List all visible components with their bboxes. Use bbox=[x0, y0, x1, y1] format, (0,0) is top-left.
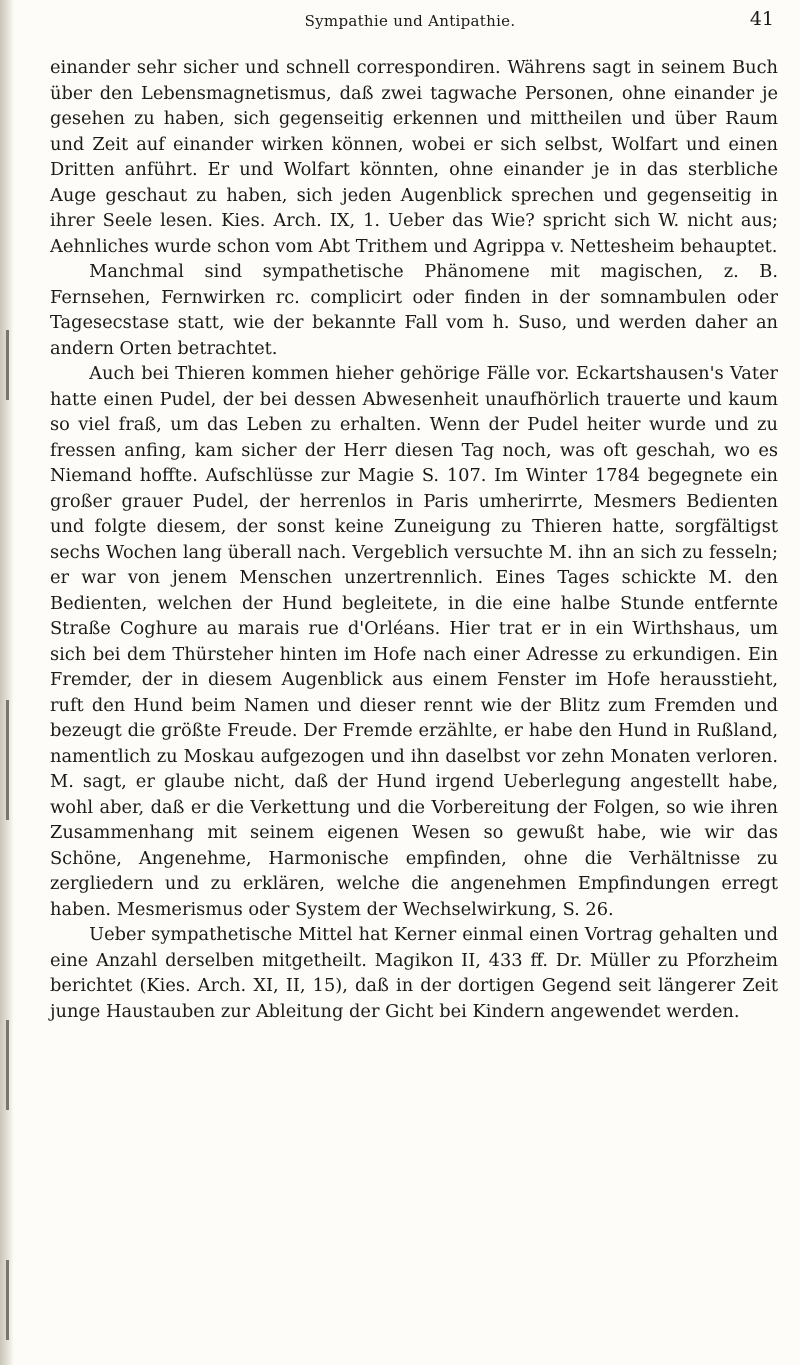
page-number: 41 bbox=[749, 8, 774, 30]
binding-shadow-mark bbox=[6, 330, 9, 400]
page-binding-edge bbox=[0, 0, 14, 1365]
binding-shadow-mark bbox=[6, 1020, 9, 1110]
page-header bbox=[40, 4, 780, 44]
running-head: Sympathie und Antipathie. bbox=[304, 12, 516, 30]
paragraph: Ueber sympathetische Mittel hat Kerner einmal einen Vortrag gehalten und eine Anzahl derselben mitgetheilt. Magikon II, 433 ff. Dr. Müller zu Pforzheim berichtet (Kies. Arch. XI, II, 15), daß in der dortigen Gegend seit längerer Zeit junge Haustauben zur Ableitung der Gicht bei Kindern angewendet werden. bbox=[50, 924, 778, 1022]
binding-shadow-mark bbox=[6, 1260, 9, 1340]
paragraph: Manchmal sind sympathetische Phänomene mit magischen, z. B. Fernsehen, Fernwirken rc. complicirt oder finden in der somnambulen oder Tagesecstase statt, wie der bekannte Fall vom h. Suso, und werden daher an andern Orten betrachtet. bbox=[50, 261, 778, 359]
paragraph: Auch bei Thieren kommen hieher gehörige Fälle vor. Eckartshausen's Vater hatte einen Pudel, der bei dessen Abwesenheit unaufhörlich trauerte und kaum so viel fraß, um das Leben zu erhalten. Wenn der Pudel heiter wurde und zu fressen anfing, kam sicher der Herr diesen Tag noch, was oft geschah, wo es Niemand hoffte. Aufschlüsse zur Magie S. 107. Im Winter 1784 begegnete ein großer grauer Pudel, der herrenlos in Paris umherirrte, Mesmers Bedienten und folgte diesem, der sonst keine Zuneigung zu Thieren hatte, sorgfältigst sechs Wochen lang überall nach. Vergeblich versuchte M. ihn an sich zu fesseln; er war von jenem Menschen unzertrennlich. Eines Tages schickte M. den Bedienten, welchen der Hund begleitete, in die eine halbe Stunde entfernte Straße Coghure au marais rue d'Orléans. Hier trat er in ein Wirthshaus, um sich bei dem Thürsteher hinten im Hofe nach einer Adresse zu erkundigen. Ein Fremder, der in diesem Augenblick aus einem Fenster im Hofe herausstieht, ruft den Hund beim Namen und dieser rennt wie der Blitz zum Fremden und bezeugt die größte Freude. Der Fremde erzählte, er habe den Hund in Rußland, namentlich zu Moskau aufgezogen und ihn daselbst vor zehn Monaten verloren. M. sagt, er glaube nicht, daß der Hund irgend Ueberlegung angestellt habe, wohl aber, daß er die Verkettung und die Vorbereitung der Folgen, so wie ihren Zusammenhang mit seinem eigenen Wesen so gewußt habe, wie wir das Schöne, Angenehme, Harmonische empfinden, ohne die Verhältnisse zu zergliedern und zu erklären, welche die angenehmen Empfindungen erregt haben. Mesmerismus oder System der Wechselwirkung, S. 26. bbox=[50, 363, 778, 920]
binding-shadow-mark bbox=[6, 700, 9, 820]
paragraph: einander sehr sicher und schnell correspondiren. Währens sagt in seinem Buch über den Lebensmagnetismus, daß zwei tagwache Personen, ohne einander je gesehen zu haben, sich gegenseitig erkennen und mittheilen und über Raum und Zeit auf einander wirken können, wobei er sich selbst, Wolfart und einen Dritten anführt. Er und Wolfart könnten, ohne einander je in das sterbliche Auge geschaut zu haben, sich jeden Augenblick sprechen und gegenseitig in ihrer Seele lesen. Kies. Arch. IX, 1. Ueber das Wie? spricht sich W. nicht aus; Aehnliches wurde schon vom Abt Trithem und Agrippa v. Nettesheim behauptet. bbox=[50, 57, 778, 257]
body-text bbox=[50, 55, 778, 1024]
